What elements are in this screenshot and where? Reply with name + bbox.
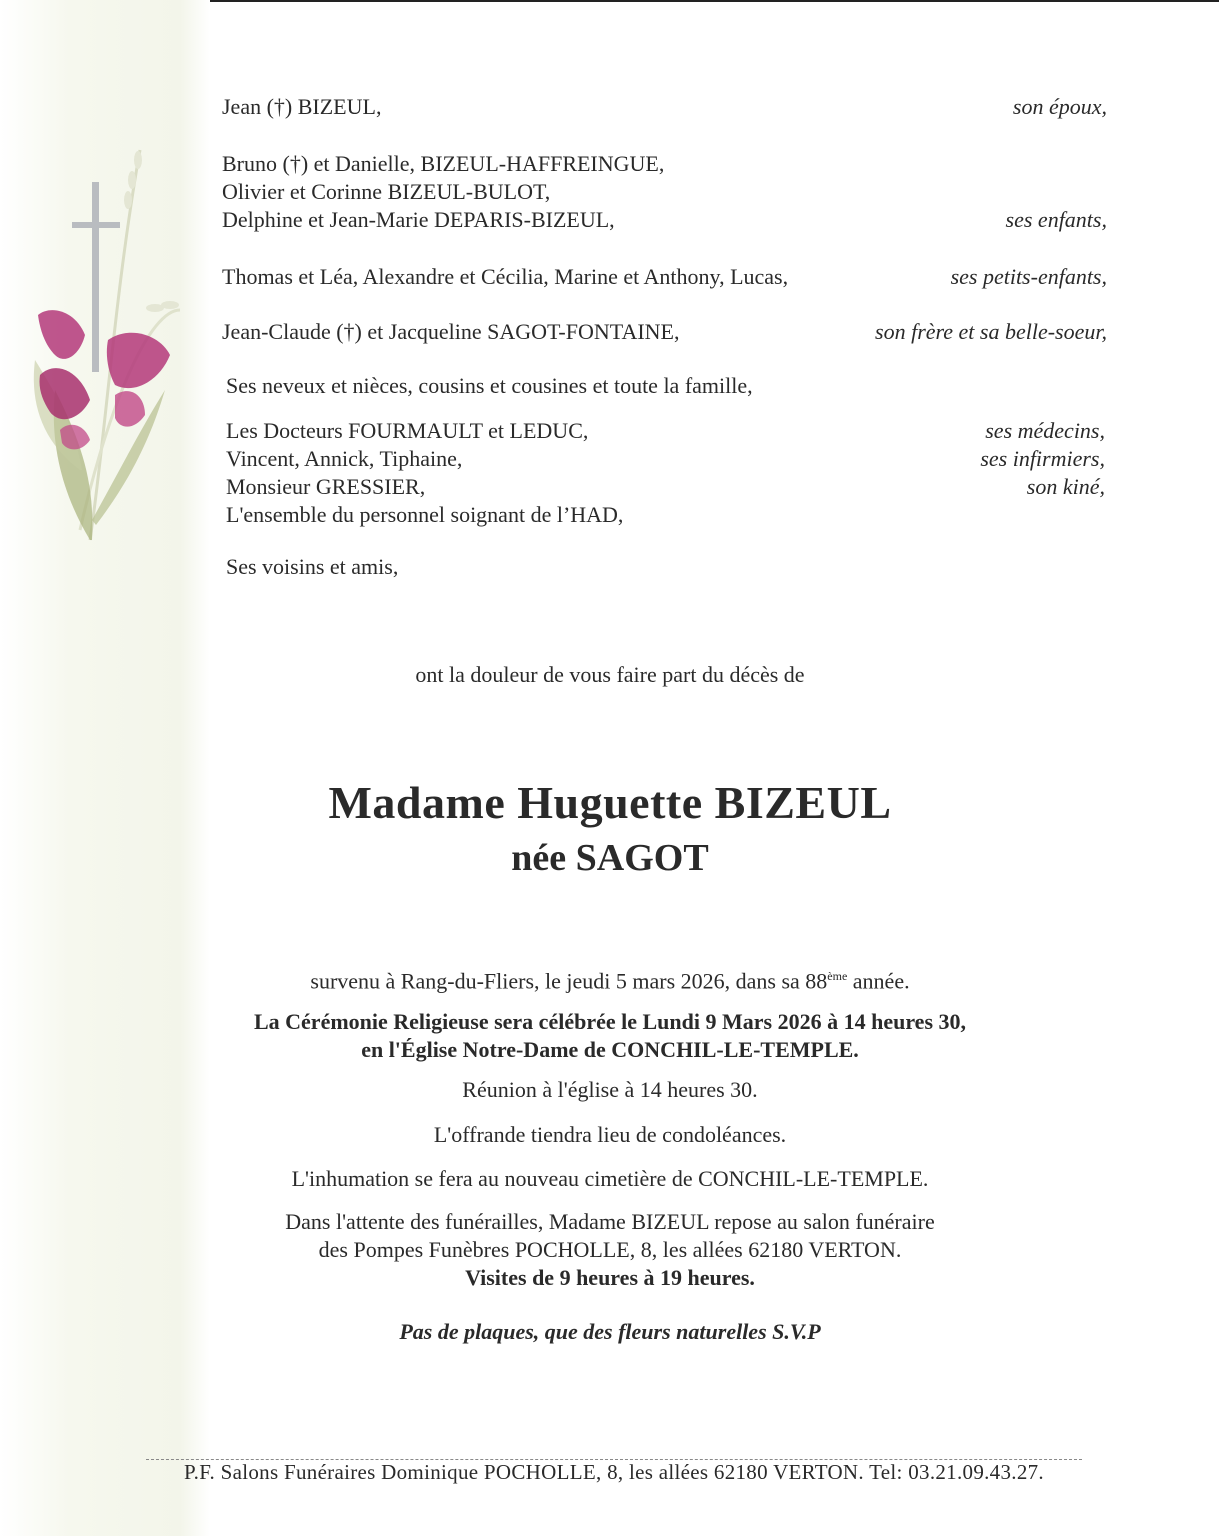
family-names-sibling: [222, 318, 679, 346]
family-name-line: Delphine et Jean-Marie DEPARIS-BIZEUL,: [222, 207, 615, 232]
relation-line: ses médecins,: [985, 418, 1105, 443]
family-name-line: Jean-Claude (†) et Jacqueline SAGOT-FONTAINE,: [222, 319, 680, 344]
funeral-home-footer: P.F. Salons Funéraires Dominique POCHOLLE, 8, les allées 62180 VERTON. Tel: 03.21.09.43.27.: [184, 1460, 1044, 1484]
family-name-line: Jean (†) BIZEUL,: [222, 94, 382, 119]
family-names-spouse: [222, 93, 381, 121]
family-name-line: Ses voisins et amis,: [226, 554, 399, 579]
family-names-grandchildren: [222, 263, 788, 291]
family-name-line: Bruno (†) et Danielle, BIZEUL-HAFFREINGUE,: [222, 151, 665, 176]
relation-care-team: [980, 417, 1105, 501]
ceremony-details: [150, 1008, 1070, 1064]
flowers-note: Pas de plaques, que des fleurs naturelles S.V.P: [399, 1319, 821, 1344]
meeting-info: Réunion à l'église à 14 heures 30.: [462, 1077, 758, 1102]
relation-line: ses infirmiers,: [980, 446, 1105, 471]
family-names-extended: [226, 372, 753, 400]
relation-line: ses enfants,: [1005, 207, 1107, 232]
deceased-maiden-name: née SAGOT: [511, 837, 709, 879]
relation-children: [1006, 206, 1107, 234]
death-details: [150, 962, 1070, 995]
rest-info: [150, 1208, 1070, 1292]
family-name-line: Monsieur GRESSIER,: [226, 474, 426, 499]
offering-info: L'offrande tiendra lieu de condoléances.: [433, 1122, 787, 1147]
rest-line: Dans l'attente des funérailles, Madame BIZEUL repose au salon funéraire: [285, 1209, 935, 1234]
family-name-line: Les Docteurs FOURMAULT et LEDUC,: [226, 418, 589, 443]
relation-line: son kiné,: [1026, 474, 1105, 499]
family-names-children: [222, 150, 664, 234]
death-suffix: année.: [847, 968, 910, 994]
ceremony-line: en l'Église Notre-Dame de CONCHIL-LE-TEMPLE.: [361, 1037, 859, 1062]
ceremony-line: La Cérémonie Religieuse sera célébrée le Lundi 9 Mars 2026 à 14 heures 30,: [253, 1009, 967, 1034]
relation-spouse: [1013, 93, 1107, 121]
cross-lily-bouquet-icon: [20, 140, 190, 550]
relation-sibling: [875, 318, 1107, 346]
family-name-line: L'ensemble du personnel soignant de l’HAD,: [226, 502, 624, 527]
family-name-line: Olivier et Corinne BIZEUL-BULOT,: [222, 179, 551, 204]
relation-line: son époux,: [1012, 94, 1107, 119]
death-text: survenu à Rang-du-Fliers, le jeudi 5 mars 2026, dans sa 88: [310, 968, 828, 994]
family-name-line: Ses neveux et nièces, cousins et cousines et toute la famille,: [226, 373, 753, 398]
death-ordinal-suffix: ème: [827, 969, 848, 983]
family-names-care-team: [226, 417, 623, 529]
visiting-hours: Visites de 9 heures à 19 heures.: [465, 1265, 755, 1290]
deceased-name: Madame Huguette BIZEUL: [328, 777, 892, 828]
rest-line: des Pompes Funèbres POCHOLLE, 8, les allées 62180 VERTON.: [318, 1237, 902, 1262]
burial-info: L'inhumation se fera au nouveau cimetière de CONCHIL-LE-TEMPLE.: [291, 1166, 929, 1191]
family-names-friends: [226, 553, 398, 581]
family-name-line: Thomas et Léa, Alexandre et Cécilia, Marine et Anthony, Lucas,: [222, 264, 789, 289]
announcement: ont la douleur de vous faire part du décès de: [415, 662, 805, 687]
relation-line: ses petits-enfants,: [950, 264, 1107, 289]
relation-grandchildren: [951, 263, 1107, 291]
family-name-line: Vincent, Annick, Tiphaine,: [226, 446, 463, 471]
relation-line: son frère et sa belle-soeur,: [875, 319, 1107, 344]
